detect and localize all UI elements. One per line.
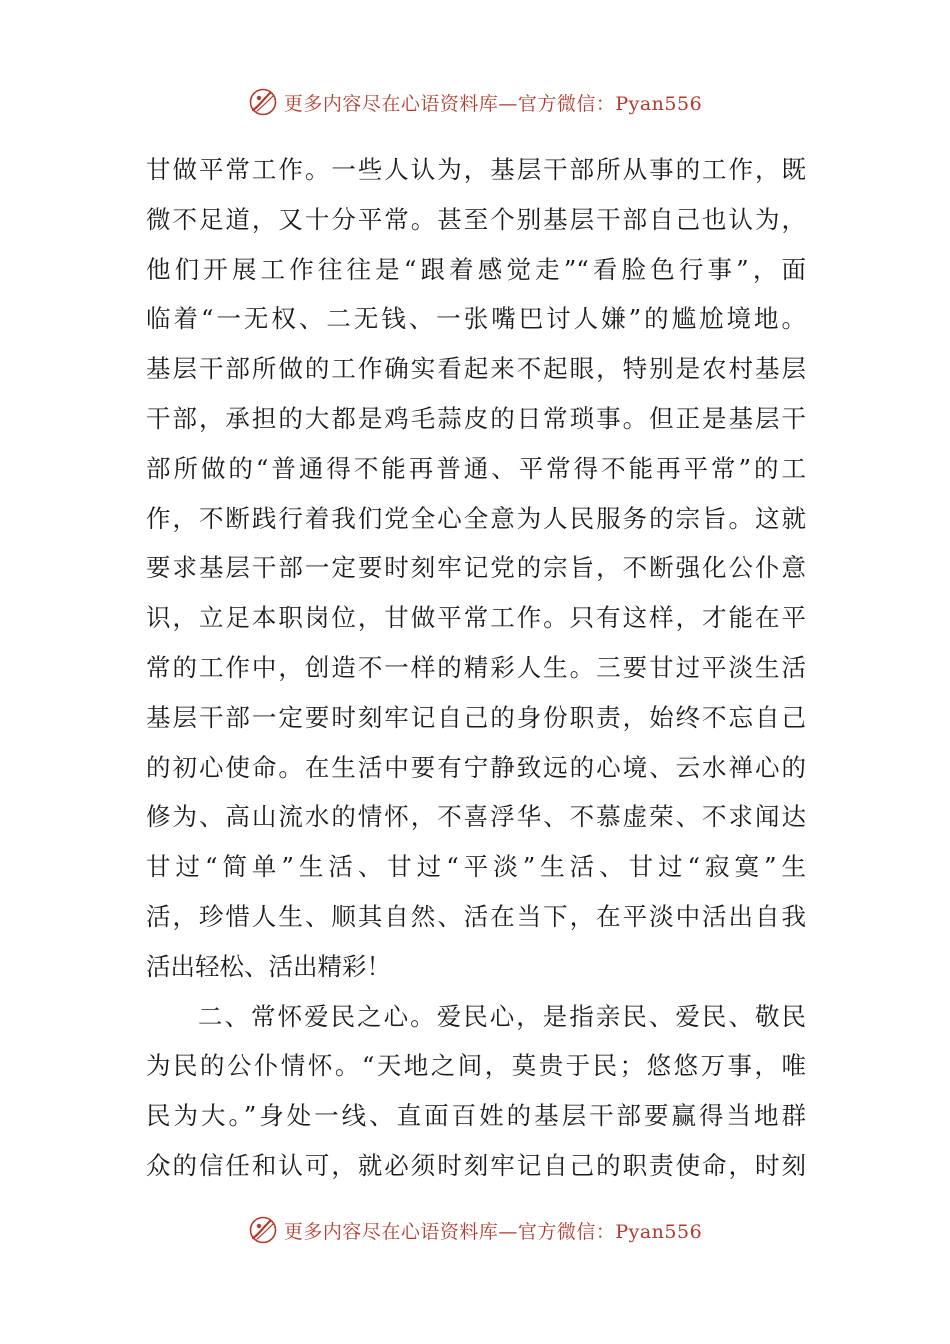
text-line: 临着“一无权、二无钱、一张嘴巴讨人嫌”的尴尬境地。 xyxy=(146,304,806,334)
text-line: 他们开展工作往往是“跟着感觉走”“看脸色行事”，面 xyxy=(146,254,806,284)
text-line: 干部，承担的大都是鸡毛蒜皮的日常琐事。但正是基层干 xyxy=(146,403,806,433)
header-watermark xyxy=(0,82,950,122)
text-line: 基层干部所做的工作确实看起来不起眼，特别是农村基层 xyxy=(146,354,806,384)
text-line: 民为大。”身处一线、直面百姓的基层干部要赢得当地群 xyxy=(146,1101,806,1131)
pen-circle-icon xyxy=(248,1215,278,1245)
text-line: 为民的公仆情怀。“天地之间，莫贵于民；悠悠万事，唯 xyxy=(146,1051,806,1081)
text-line: 活，珍惜人生、顺其自然、活在当下，在平淡中活出自我 xyxy=(146,901,806,931)
watermark-text: 更多内容尽在心语资料库—官方微信：Pyan556 xyxy=(283,92,703,115)
text-line: 甘做平常工作。一些人认为，基层干部所从事的工作，既 xyxy=(146,155,806,184)
text-line: 微不足道，又十分平常。甚至个别基层干部自己也认为， xyxy=(146,204,806,234)
text-line: 部所做的“普通得不能再普通、平常得不能再平常”的工 xyxy=(146,453,806,483)
text-line: 要求基层干部一定要时刻牢记党的宗旨，不断强化公仆意 xyxy=(146,553,806,583)
text-line: 修为、高山流水的情怀，不喜浮华、不慕虚荣、不求闻达 xyxy=(146,802,806,832)
text-line: 作，不断践行着我们党全心全意为人民服务的宗旨。这就 xyxy=(146,503,806,533)
pen-circle-icon xyxy=(248,87,278,117)
text-line: 众的信任和认可，就必须时刻牢记自己的职责使命，时刻 xyxy=(146,1150,806,1180)
text-line: 常的工作中，创造不一样的精彩人生。三要甘过平淡生活 xyxy=(146,652,806,682)
watermark-text: 更多内容尽在心语资料库—官方微信：Pyan556 xyxy=(283,1220,703,1243)
section-heading-line: 二、常怀爱民之心。爱民心，是指亲民、爱民、敬民 xyxy=(198,1001,806,1031)
footer-watermark xyxy=(0,1210,950,1250)
text-line: 的初心使命。在生活中要有宁静致远的心境、云水禅心的 xyxy=(146,752,806,782)
text-line: 活出轻松、活出精彩！ xyxy=(146,951,391,981)
document-body xyxy=(146,145,806,1191)
text-line: 甘过“简单”生活、甘过“平淡”生活、甘过“寂寞”生 xyxy=(146,852,806,882)
text-line: 识，立足本职岗位，甘做平常工作。只有这样，才能在平 xyxy=(146,603,806,633)
text-line: 基层干部一定要时刻牢记自己的身份职责，始终不忘自己 xyxy=(146,702,806,732)
